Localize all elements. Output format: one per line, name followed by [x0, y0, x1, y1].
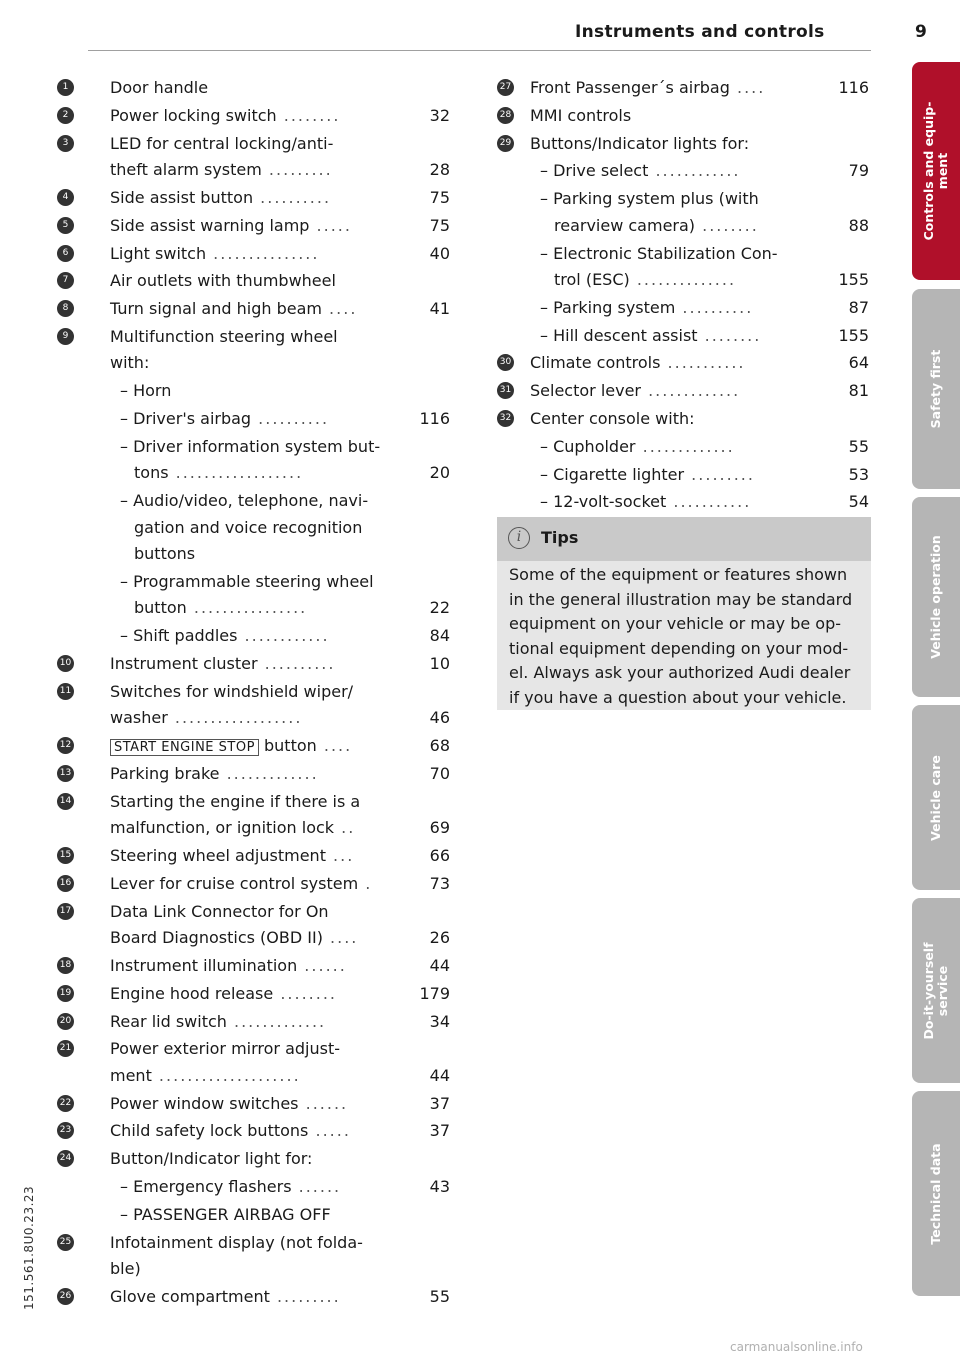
leader-dots: ............: [237, 626, 330, 646]
page-reference[interactable]: 79: [848, 161, 869, 181]
entry-text: [540, 296, 753, 320]
leader-dots: ...........: [666, 492, 752, 512]
page-reference[interactable]: 69: [429, 818, 450, 838]
entry-text: [120, 407, 329, 431]
entry-text: [110, 1285, 341, 1309]
callout-number-icon: 18: [57, 957, 74, 974]
leader-dots: ...............: [206, 243, 320, 263]
leader-dots: ......: [297, 955, 347, 975]
entry-text: [110, 1147, 312, 1171]
entry-label: – Shift paddles: [120, 626, 238, 646]
entry-text: [134, 596, 307, 620]
entry-label: Side assist warning lamp: [110, 215, 310, 235]
tips-line: el. Always ask your authorized Audi dealer: [509, 663, 851, 683]
leader-dots: .: [358, 873, 373, 893]
entry-label: Turn signal and high beam: [110, 299, 322, 319]
leader-dots: ..........: [253, 187, 332, 207]
page-reference[interactable]: 37: [429, 1121, 450, 1141]
tab-label: Do-it-yourself service: [921, 941, 950, 1040]
entry-label: Glove compartment: [110, 1286, 270, 1306]
entry-text: [110, 954, 347, 978]
page-reference[interactable]: 68: [429, 736, 450, 756]
leader-dots: ..........: [257, 654, 336, 673]
entry-text: [530, 407, 695, 431]
entry-text: [110, 1092, 348, 1116]
entry-label: Power locking switch: [110, 105, 277, 125]
entry-label: Rear lid switch: [110, 1011, 227, 1031]
callout-number-icon: 32: [497, 410, 514, 427]
callout-number-icon: 19: [57, 985, 74, 1002]
entry-label: buttons: [134, 544, 196, 564]
entry-text: [530, 379, 740, 403]
leader-dots: ......: [298, 1093, 349, 1113]
tab-safety-first[interactable]: [912, 289, 960, 489]
entry-text: [530, 76, 765, 100]
entry-text: [110, 325, 338, 349]
entry-label: Lever for cruise control system: [110, 873, 359, 893]
entry-text: [110, 734, 352, 758]
entry-label: – Drive select: [540, 161, 649, 181]
header-rule: [88, 50, 871, 51]
callout-number-icon: 22: [57, 1095, 74, 1112]
entry-label: Light switch: [110, 243, 207, 263]
tips-title: Tips: [541, 528, 579, 547]
entry-label: LED for central locking/anti-: [110, 133, 334, 153]
tab-technical-data[interactable]: [912, 1091, 960, 1296]
entry-text: [110, 900, 329, 924]
page-reference[interactable]: 155: [838, 270, 869, 289]
tips-box: [497, 517, 871, 710]
page-reference[interactable]: 44: [429, 1065, 450, 1085]
entry-label: Parking brake: [110, 763, 220, 783]
callout-number-icon: 15: [57, 847, 74, 864]
entry-text: [110, 214, 352, 238]
callout-number-icon: 28: [497, 107, 514, 124]
leader-dots: ..........: [675, 297, 754, 317]
page-reference[interactable]: 87: [848, 297, 869, 317]
page-reference[interactable]: 88: [848, 215, 869, 235]
leader-dots: ................: [186, 598, 308, 618]
tips-text: [509, 563, 861, 711]
entry-text: [110, 816, 355, 840]
callout-number-icon: 4: [57, 189, 74, 206]
page-reference[interactable]: 81: [848, 381, 869, 401]
tab-label: Safety first: [928, 349, 943, 429]
entry-text: [530, 104, 631, 128]
entry-text: [110, 844, 354, 868]
entry-label: – Hill descent assist: [540, 325, 698, 345]
entry-label: Board Diagnostics (OBD II): [110, 928, 323, 948]
entry-text: [134, 516, 362, 540]
leader-dots: ..................: [168, 463, 304, 483]
entry-label: – Programmable steering wheel: [120, 571, 374, 591]
callout-number-icon: 21: [57, 1040, 74, 1057]
entry-label: malfunction, or ignition lock: [110, 818, 335, 838]
info-icon: i: [508, 527, 530, 549]
entry-text: [120, 570, 374, 594]
entry-text: [540, 324, 761, 348]
callout-number-icon: 3: [57, 135, 74, 152]
entry-label: washer: [110, 708, 168, 728]
page-reference[interactable]: 44: [429, 955, 450, 975]
callout-number-icon: 23: [57, 1122, 74, 1139]
entry-label: Power exterior mirror adjust-: [110, 1039, 341, 1059]
tips-line: if you have a question about your vehicle.: [509, 687, 847, 707]
callout-number-icon: 5: [57, 217, 74, 234]
entry-label: Power window switches: [110, 1093, 299, 1113]
entry-text: [120, 624, 330, 648]
tab-label: Vehicle care: [928, 754, 943, 841]
entry-text: [110, 762, 319, 786]
leader-dots: .....: [309, 215, 352, 235]
callout-number-icon: 25: [57, 1234, 74, 1251]
leader-dots: ....: [321, 299, 358, 319]
callout-number-icon: 10: [57, 655, 74, 672]
leader-dots: .............: [635, 436, 735, 456]
entry-label: tons: [134, 463, 169, 483]
callout-number-icon: 29: [497, 135, 514, 152]
entry-text: [530, 351, 745, 375]
entry-text: [110, 706, 302, 730]
entry-label: MMI controls: [530, 105, 632, 125]
entry-text: [110, 186, 331, 210]
entry-text: [110, 1064, 301, 1088]
entry-label: – Horn: [120, 381, 172, 401]
callout-number-icon: 24: [57, 1150, 74, 1167]
entry-text: [110, 351, 149, 375]
entry-text: [134, 461, 303, 485]
page-reference[interactable]: 73: [429, 873, 450, 893]
entry-label: Front Passenger´s airbag: [530, 78, 730, 97]
entry-text: [134, 542, 195, 566]
entry-label: Instrument cluster: [110, 654, 258, 673]
entry-text: [110, 872, 372, 896]
callout-number-icon: 2: [57, 107, 74, 124]
leader-dots: ........: [697, 325, 762, 345]
page-reference[interactable]: 55: [429, 1286, 450, 1306]
tips-header: [497, 517, 871, 561]
entry-label: Climate controls: [530, 353, 661, 373]
entry-label: rearview camera): [554, 215, 696, 235]
watermark: carmanualsonline.info: [730, 1340, 863, 1354]
entry-label: – Parking system: [540, 297, 676, 317]
entry-label: – 12-volt-socket: [540, 492, 667, 512]
entry-text: [110, 1037, 340, 1061]
section-title: Instruments and controls: [575, 22, 825, 42]
entry-label: with:: [110, 353, 150, 373]
tab-vehicle-care[interactable]: [912, 705, 960, 890]
tab-do-it-yourself-service[interactable]: [912, 898, 960, 1083]
callout-number-icon: 27: [497, 79, 514, 96]
page-reference[interactable]: 84: [429, 626, 450, 646]
entry-text: [540, 435, 735, 459]
entry-text: [110, 982, 337, 1006]
entry-label: button: [258, 736, 317, 756]
entry-text: [540, 463, 755, 487]
entry-label: Starting the engine if there is a: [110, 791, 361, 811]
entry-text: [120, 1175, 341, 1199]
page-reference[interactable]: 41: [429, 299, 450, 319]
leader-dots: ........: [273, 983, 338, 1003]
page-reference[interactable]: 28: [429, 160, 450, 180]
entry-text: [554, 214, 759, 238]
page-header: [575, 22, 928, 52]
leader-dots: .........: [269, 1286, 341, 1306]
page-reference[interactable]: 32: [429, 105, 450, 125]
entry-label: – Cigarette lighter: [540, 464, 685, 484]
entry-text: [110, 269, 336, 293]
entry-label: Multifunction steering wheel: [110, 326, 338, 346]
entry-text: [110, 297, 357, 321]
page-number: 9: [915, 22, 928, 42]
callout-number-icon: 16: [57, 875, 74, 892]
entry-label: Infotainment display (not folda-: [110, 1232, 363, 1252]
page-reference[interactable]: 155: [838, 325, 869, 345]
entry-label: – Driver information system but-: [120, 436, 381, 456]
tips-line: Some of the equipment or features shown: [509, 565, 848, 584]
page-reference[interactable]: 43: [429, 1177, 450, 1196]
entry-label: ment: [110, 1065, 152, 1085]
entry-label: ble): [110, 1259, 141, 1279]
page-reference[interactable]: 70: [429, 763, 450, 783]
entry-label: Data Link Connector for On: [110, 901, 329, 921]
entry-text: [120, 489, 368, 513]
entry-text: [540, 187, 759, 211]
leader-dots: ..................: [167, 708, 303, 728]
callout-number-icon: 30: [497, 354, 514, 371]
entry-label: Center console with:: [530, 409, 695, 428]
entry-label: – PASSENGER AIRBAG OFF: [120, 1204, 331, 1224]
entry-label: Instrument illumination: [110, 955, 298, 975]
callout-number-icon: 11: [57, 683, 74, 700]
entry-label: Switches for windshield wiper/: [110, 681, 354, 701]
entry-text: [540, 159, 741, 183]
page-reference[interactable]: 116: [419, 409, 450, 428]
tab-label: Controls and equip- ment: [921, 101, 950, 241]
page-reference[interactable]: 22: [429, 598, 450, 618]
leader-dots: .............: [219, 763, 319, 783]
callout-number-icon: 1: [57, 79, 74, 96]
entry-text: [110, 1119, 351, 1143]
page-reference[interactable]: 20: [429, 463, 450, 483]
entry-text: [120, 379, 171, 403]
callout-number-icon: 13: [57, 765, 74, 782]
tab-vehicle-operation[interactable]: [912, 497, 960, 697]
entry-label: – Emergency flashers: [120, 1177, 292, 1196]
entry-label: Child safety lock buttons: [110, 1121, 309, 1141]
tips-line: tional equipment depending on your mod-: [509, 638, 849, 658]
leader-dots: .............: [226, 1011, 327, 1031]
tips-line: in the general illustration may be standard: [509, 589, 853, 609]
leader-dots: ..........: [251, 409, 330, 428]
page-reference[interactable]: 53: [848, 464, 869, 484]
page-reference[interactable]: 75: [429, 215, 450, 235]
page-reference[interactable]: 64: [848, 353, 869, 373]
leader-dots: ...: [325, 846, 355, 865]
entry-label: theft alarm system: [110, 160, 262, 180]
entry-text: [110, 242, 319, 266]
entry-text: [110, 1231, 363, 1255]
entry-label: Door handle: [110, 78, 209, 97]
leader-dots: .....: [308, 1121, 351, 1141]
leader-dots: ..............: [629, 270, 737, 289]
page-reference[interactable]: 66: [429, 846, 450, 865]
page-reference[interactable]: 179: [419, 983, 450, 1003]
entry-text: [110, 680, 353, 704]
entry-label: trol (ESC): [554, 270, 630, 289]
leader-dots: .............: [641, 381, 741, 401]
entry-text: [110, 790, 360, 814]
entry-text: [110, 104, 340, 128]
callout-number-icon: 14: [57, 793, 74, 810]
start-engine-stop-button-label: START ENGINE STOP: [110, 739, 259, 756]
entry-label: – Cupholder: [540, 436, 636, 456]
entry-text: [110, 926, 358, 950]
entry-label: Button/Indicator light for:: [110, 1149, 313, 1169]
page-reference[interactable]: 116: [838, 78, 869, 97]
entry-text: [110, 76, 208, 100]
entry-text: [110, 652, 335, 676]
entry-label: – Parking system plus (with: [540, 189, 759, 209]
leader-dots: ......: [291, 1177, 342, 1196]
entry-text: [530, 132, 749, 156]
page-reference[interactable]: 34: [429, 1011, 450, 1031]
leader-dots: .........: [261, 160, 333, 180]
entry-text: [110, 158, 333, 182]
entry-label: – Electronic Stabilization Con-: [540, 243, 778, 263]
chapter-tabs: [912, 0, 960, 1361]
entry-label: – Driver's airbag: [120, 409, 252, 428]
entry-label: Engine hood release: [110, 983, 274, 1003]
leader-dots: ....................: [151, 1065, 301, 1085]
tips-line: equipment on your vehicle or may be op-: [509, 614, 842, 634]
callout-number-icon: 31: [497, 382, 514, 399]
document-code: 151.561.8U0.23.23: [22, 1185, 36, 1310]
leader-dots: ....: [729, 78, 766, 97]
entry-label: Selector lever: [530, 381, 641, 401]
callout-number-icon: 17: [57, 903, 74, 920]
entry-text: [554, 268, 736, 292]
leader-dots: ........: [276, 105, 341, 125]
entry-text: [110, 1010, 326, 1034]
page-reference[interactable]: 55: [848, 436, 869, 456]
tab-label: Vehicle operation: [928, 535, 943, 659]
entry-label: Air outlets with thumbwheel: [110, 271, 336, 291]
entry-text: [540, 242, 778, 266]
callout-number-icon: 7: [57, 272, 74, 289]
page-reference[interactable]: 40: [429, 243, 450, 263]
leader-dots: ........: [695, 215, 759, 235]
leader-dots: ..: [334, 818, 356, 838]
callout-number-icon: 26: [57, 1288, 74, 1305]
leader-dots: ....: [322, 928, 359, 948]
leader-dots: .........: [684, 464, 755, 484]
tab-label: Technical data: [928, 1142, 943, 1245]
page-reference[interactable]: 37: [429, 1093, 450, 1113]
entry-text: [110, 1257, 141, 1281]
entry-label: gation and voice recognition: [134, 517, 363, 537]
entry-text: [540, 490, 751, 514]
entry-label: Steering wheel adjustment: [110, 846, 326, 865]
page-reference[interactable]: 26: [429, 928, 450, 948]
page-reference[interactable]: 10: [429, 654, 450, 673]
entry-text: [120, 435, 380, 459]
callout-number-icon: 6: [57, 245, 74, 262]
page-reference[interactable]: 75: [429, 187, 450, 207]
page-reference[interactable]: 46: [429, 708, 450, 728]
callout-number-icon: 8: [57, 300, 74, 317]
entry-label: – Audio/video, telephone, navi-: [120, 491, 369, 511]
callout-number-icon: 20: [57, 1013, 74, 1030]
entry-text: [110, 132, 333, 156]
callout-number-icon: 9: [57, 328, 74, 345]
entry-label: Side assist button: [110, 187, 254, 207]
leader-dots: ...........: [660, 353, 746, 373]
entry-text: [120, 1203, 331, 1227]
page-reference[interactable]: 54: [848, 492, 869, 512]
leader-dots: ............: [648, 161, 741, 181]
entry-label: button: [134, 598, 187, 618]
leader-dots: ....: [316, 736, 353, 756]
entry-label: Buttons/Indicator lights for:: [530, 133, 750, 153]
callout-number-icon: 12: [57, 737, 74, 754]
tab-controls-and-equipment[interactable]: [912, 62, 960, 280]
